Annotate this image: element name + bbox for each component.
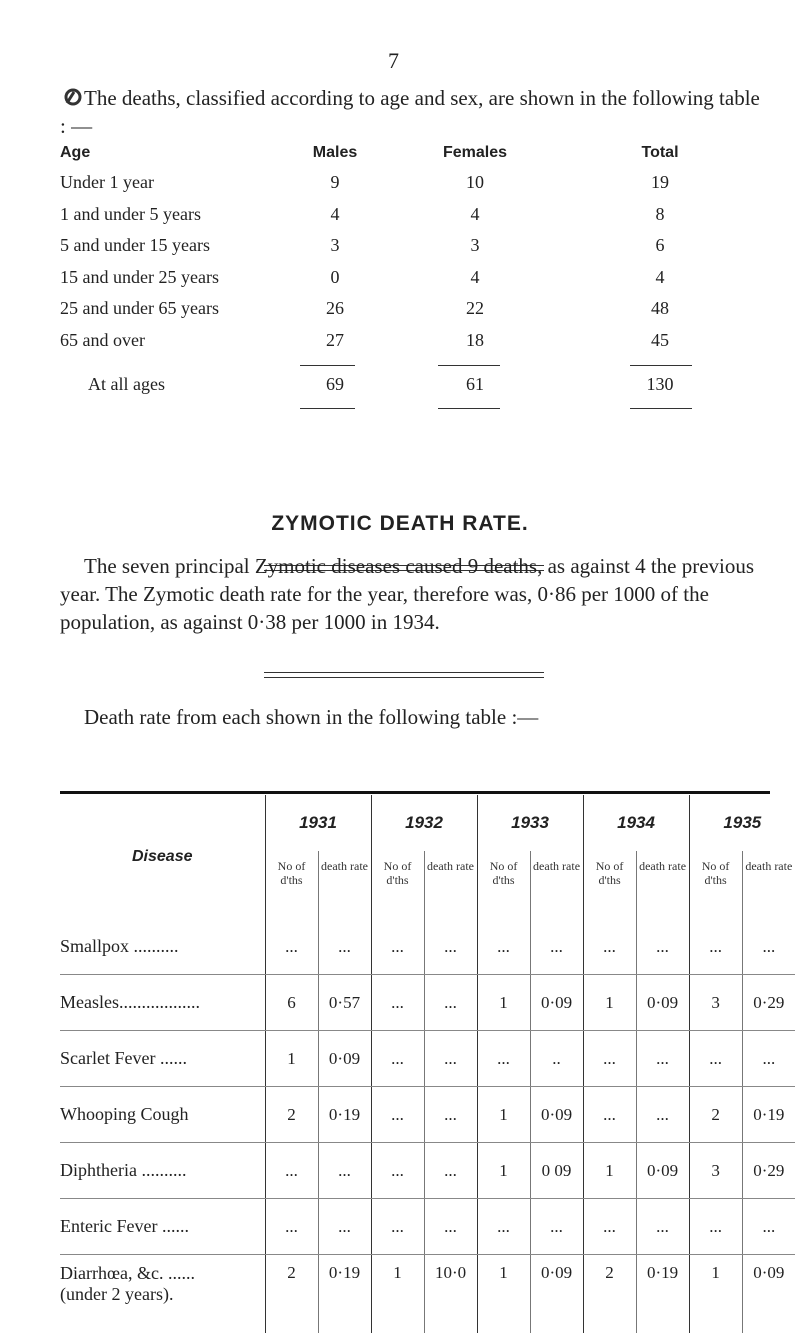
deaths-count-cell: ... — [689, 1199, 742, 1255]
age-row-cell: 45 — [610, 330, 710, 351]
age-total-cell: At all ages — [88, 374, 288, 395]
disease-death-rate-table — [60, 795, 795, 1333]
death-rate-cell: 0·09 — [742, 1255, 795, 1333]
death-rate-cell: ... — [530, 919, 583, 975]
death-rate-cell: 0·29 — [742, 1143, 795, 1199]
females-header: Females — [420, 144, 530, 162]
year-header-1934: 1934 — [583, 795, 689, 851]
death-rate-cell: ... — [424, 975, 477, 1031]
total-rule — [438, 408, 500, 409]
death-rate-cell: 0·09 — [318, 1031, 371, 1087]
death-rate-cell: ... — [742, 1031, 795, 1087]
deaths-count-cell: 1 — [477, 975, 530, 1031]
disease-name-text: Scarlet Fever ...... — [60, 1048, 265, 1069]
deaths-count-cell: ... — [265, 919, 318, 975]
age-row-cell: 15 and under 25 years — [60, 267, 290, 288]
year-header-1932: 1932 — [371, 795, 477, 851]
deaths-count-cell: 1 — [477, 1087, 530, 1143]
death-rate-cell: 0·57 — [318, 975, 371, 1031]
table-row — [60, 1031, 795, 1087]
age-row-cell: 3 — [295, 235, 375, 256]
age-row-cell: 27 — [295, 330, 375, 351]
death-rate-cell: ... — [318, 1199, 371, 1255]
death-rate-cell: ... — [424, 919, 477, 975]
death-rate-cell: ... — [636, 1199, 689, 1255]
death-rate-cell: ... — [318, 919, 371, 975]
no-of-deaths-header: No of d'ths — [265, 851, 318, 919]
table-row — [60, 1087, 795, 1143]
disease-name-text: Diarrhœa, &c. ...... — [60, 1263, 265, 1284]
table-row — [60, 1255, 795, 1333]
death-rate-cell: 0·19 — [318, 1255, 371, 1333]
no-of-deaths-header: No of d'ths — [583, 851, 636, 919]
death-rate-cell: 0·09 — [636, 975, 689, 1031]
disease-name — [60, 975, 265, 1031]
total-rule — [300, 408, 355, 409]
table-row — [60, 919, 795, 975]
disease-header: Disease — [60, 795, 265, 919]
death-rate-cell: 0·19 — [636, 1255, 689, 1333]
deaths-count-cell: 1 — [477, 1143, 530, 1199]
age-row-cell: 1 and under 5 years — [60, 204, 290, 225]
death-rate-cell: 0·29 — [742, 975, 795, 1031]
deaths-count-cell: ... — [689, 919, 742, 975]
deaths-count-cell: 1 — [689, 1255, 742, 1333]
deaths-count-cell: 1 — [583, 975, 636, 1031]
age-row-cell: 26 — [295, 298, 375, 319]
death-rate-cell: 0·09 — [530, 975, 583, 1031]
death-rate-cell: 0·19 — [318, 1087, 371, 1143]
disease-name-text: Smallpox .......... — [60, 936, 265, 957]
deaths-count-cell: ... — [477, 1031, 530, 1087]
deaths-count-cell: ... — [371, 975, 424, 1031]
disease-name-text: Whooping Cough — [60, 1104, 265, 1125]
age-header: Age — [60, 144, 90, 162]
death-rate-cell: ... — [318, 1143, 371, 1199]
age-row-cell: 65 and over — [60, 330, 290, 351]
page-number: 7 — [388, 48, 399, 74]
age-total-cell: 69 — [295, 374, 375, 395]
divider-2-top — [264, 672, 544, 673]
deaths-count-cell: 6 — [265, 975, 318, 1031]
total-rule — [438, 365, 500, 366]
death-rate-cell: ... — [636, 1087, 689, 1143]
death-rate-cell: ... — [424, 1031, 477, 1087]
disease-name — [60, 1199, 265, 1255]
age-row-cell: 4 — [420, 204, 530, 225]
table-row — [60, 975, 795, 1031]
deaths-count-cell: 2 — [265, 1087, 318, 1143]
disease-name-text: Measles.................. — [60, 992, 265, 1013]
age-row-cell: 8 — [610, 204, 710, 225]
death-rate-cell: 0·09 — [636, 1143, 689, 1199]
deaths-count-cell: 1 — [477, 1255, 530, 1333]
deaths-count-cell: ... — [371, 1199, 424, 1255]
no-of-deaths-header: No of d'ths — [689, 851, 742, 919]
death-rate-cell: 10·0 — [424, 1255, 477, 1333]
death-rate-cell: 0 09 — [530, 1143, 583, 1199]
disease-name — [60, 1255, 265, 1333]
year-header-1935: 1935 — [689, 795, 795, 851]
deaths-count-cell: ... — [583, 919, 636, 975]
intro-paragraph: The deaths, classified according to age and sex, are shown in the following table : — — [60, 84, 760, 140]
death-rate-cell: 0·09 — [530, 1087, 583, 1143]
age-row-cell: 0 — [295, 267, 375, 288]
deaths-count-cell: ... — [371, 1143, 424, 1199]
total-rule — [630, 365, 692, 366]
deaths-count-cell: 3 — [689, 975, 742, 1031]
table-top-rule — [60, 791, 770, 794]
age-row-cell: 3 — [420, 235, 530, 256]
disease-name-text: Enteric Fever ...... — [60, 1216, 265, 1237]
total-rule — [630, 408, 692, 409]
table-intro: Death rate from each shown in the following table :— — [60, 703, 760, 731]
zymotic-title: ZYMOTIC DEATH RATE. — [0, 512, 800, 536]
table-row — [60, 1143, 795, 1199]
age-row-cell: 22 — [420, 298, 530, 319]
year-header-1931: 1931 — [265, 795, 371, 851]
deaths-count-cell: 1 — [265, 1031, 318, 1087]
age-row-cell: Under 1 year — [60, 172, 290, 193]
deaths-count-cell: ... — [477, 919, 530, 975]
age-row-cell: 4 — [420, 267, 530, 288]
zymotic-paragraph: The seven principal Zymotic diseases caused 9 deaths, as against 4 the previous year. The Zymotic death rate for the year, therefore was, 0·86 per 1000 of the population, as against 0·38 per 1000 in 1934. — [60, 552, 760, 636]
no-of-deaths-header: No of d'ths — [477, 851, 530, 919]
disease-name — [60, 1087, 265, 1143]
death-rate-cell: ... — [424, 1087, 477, 1143]
age-row-cell: 9 — [295, 172, 375, 193]
disease-name-note: (under 2 years). — [60, 1284, 265, 1305]
age-total-cell: 61 — [420, 374, 530, 395]
deaths-count-cell: ... — [371, 919, 424, 975]
death-rate-cell: ... — [636, 1031, 689, 1087]
males-header: Males — [295, 144, 375, 162]
death-rate-cell: ... — [530, 1199, 583, 1255]
death-rate-cell: ... — [742, 919, 795, 975]
disease-name — [60, 919, 265, 975]
deaths-count-cell: 3 — [689, 1143, 742, 1199]
deaths-count-cell: 2 — [265, 1255, 318, 1333]
disease-name-text: Diphtheria .......... — [60, 1160, 265, 1181]
deaths-count-cell: ... — [689, 1031, 742, 1087]
death-rate-cell: ... — [636, 919, 689, 975]
age-row-cell: 10 — [420, 172, 530, 193]
age-row-cell: 18 — [420, 330, 530, 351]
no-of-deaths-header: No of d'ths — [371, 851, 424, 919]
age-total-cell: 130 — [610, 374, 710, 395]
death-rate-header: death rate — [318, 851, 371, 919]
deaths-count-cell: ... — [265, 1199, 318, 1255]
deaths-count-cell: ... — [583, 1087, 636, 1143]
deaths-count-cell: ... — [371, 1031, 424, 1087]
divider-2-bottom — [264, 677, 544, 678]
deaths-count-cell: 1 — [371, 1255, 424, 1333]
total-rule — [300, 365, 355, 366]
death-rate-header: death rate — [636, 851, 689, 919]
deaths-count-cell: ... — [583, 1199, 636, 1255]
death-rate-header: death rate — [424, 851, 477, 919]
deaths-count-cell: 2 — [689, 1087, 742, 1143]
death-rate-cell: 0·19 — [742, 1087, 795, 1143]
disease-name — [60, 1031, 265, 1087]
age-row-cell: 4 — [610, 267, 710, 288]
death-rate-header: death rate — [530, 851, 583, 919]
age-row-cell: 25 and under 65 years — [60, 298, 290, 319]
age-row-cell: 6 — [610, 235, 710, 256]
deaths-count-cell: 1 — [583, 1143, 636, 1199]
death-rate-cell: 0·09 — [530, 1255, 583, 1333]
age-row-cell: 5 and under 15 years — [60, 235, 290, 256]
death-rate-cell: ... — [424, 1199, 477, 1255]
deaths-count-cell: ... — [583, 1031, 636, 1087]
deaths-count-cell: 2 — [583, 1255, 636, 1333]
age-row-cell: 19 — [610, 172, 710, 193]
deaths-count-cell: ... — [477, 1199, 530, 1255]
age-row-cell: 48 — [610, 298, 710, 319]
death-rate-cell: ... — [742, 1199, 795, 1255]
table-row — [60, 1199, 795, 1255]
age-row-cell: 4 — [295, 204, 375, 225]
death-rate-cell: .. — [530, 1031, 583, 1087]
deaths-count-cell: ... — [371, 1087, 424, 1143]
year-header-1933: 1933 — [477, 795, 583, 851]
death-rate-cell: ... — [424, 1143, 477, 1199]
total-header: Total — [610, 144, 710, 162]
death-rate-header: death rate — [742, 851, 795, 919]
deaths-count-cell: ... — [265, 1143, 318, 1199]
disease-name — [60, 1143, 265, 1199]
